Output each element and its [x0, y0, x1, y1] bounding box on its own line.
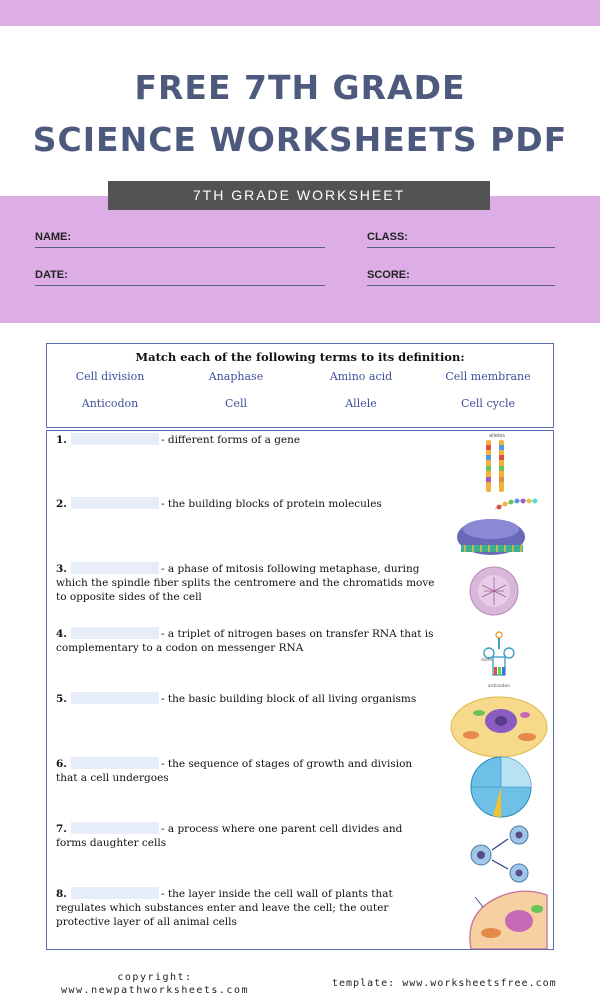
date-field[interactable] — [35, 285, 325, 286]
page-title-line-2: SCIENCE WORKSHEETS PDF — [32, 120, 568, 159]
questions-section — [46, 430, 554, 950]
alleles-caption: alleles — [489, 433, 505, 439]
question-number: 6. — [56, 758, 67, 770]
cell-cycle-diagram-illustration — [463, 753, 541, 825]
top-decor-strip — [0, 0, 600, 26]
answer-blank[interactable] — [71, 887, 159, 899]
question-number: 7. — [56, 823, 67, 835]
answer-blank[interactable] — [71, 692, 159, 704]
copyright-notice — [55, 971, 255, 997]
question-number: 3. — [56, 563, 67, 575]
question-text: - the sequence of stages of growth and division that a cell undergoes — [56, 758, 413, 784]
page-title-line-1: FREE 7TH GRADE — [134, 68, 466, 107]
question-text: - a triplet of nitrogen bases on transfer RNA that is complementary to a codon on messenger RNA — [56, 628, 434, 654]
question-text: - different forms of a gene — [160, 434, 301, 446]
question-item — [56, 692, 436, 706]
question-number: 8. — [56, 888, 67, 900]
term-item: Cell — [225, 397, 247, 410]
student-info-band — [0, 196, 600, 323]
score-label: SCORE: — [367, 269, 410, 281]
term-item: Cell cycle — [460, 397, 516, 410]
term-item: Cell division — [75, 370, 145, 383]
answer-blank[interactable] — [71, 627, 159, 639]
template-credit[interactable]: template: www.worksheetsfree.com — [332, 978, 557, 989]
class-label: CLASS: — [367, 231, 408, 243]
question-text: - the basic building block of all living organisms — [160, 693, 417, 705]
question-number: 1. — [56, 434, 67, 446]
alleles-chromosome-illustration — [472, 431, 522, 495]
copyright-label: copyright: — [117, 972, 193, 983]
term-item: Anticodon — [81, 397, 139, 410]
animal-cell-illustration — [449, 693, 549, 759]
question-number: 2. — [56, 498, 67, 510]
answer-blank[interactable] — [71, 822, 159, 834]
question-text: - a process where one parent cell divides and forms daughter cells — [56, 823, 403, 849]
question-item — [56, 887, 436, 929]
question-item — [56, 757, 436, 785]
trna-stem-caption: stem — [481, 658, 493, 663]
cell-division-illustration — [467, 823, 535, 885]
answer-blank[interactable] — [71, 562, 159, 574]
anaphase-cell-illustration — [468, 565, 520, 617]
question-item — [56, 433, 436, 447]
term-bank — [46, 343, 554, 428]
question-text: - a phase of mitosis following metaphase, during which the spindle fiber splits the centromere and the chromatids move to opposite sides of the cell — [56, 563, 435, 603]
cell-membrane-illustration — [461, 887, 549, 949]
score-field[interactable] — [367, 285, 555, 286]
question-item — [56, 627, 436, 655]
class-field[interactable] — [367, 247, 555, 248]
worksheet-subtitle-bar: 7TH GRADE WORKSHEET — [108, 181, 490, 210]
answer-blank[interactable] — [71, 497, 159, 509]
answer-blank[interactable] — [71, 433, 159, 445]
term-item: Amino acid — [329, 370, 393, 383]
match-heading: Match each of the following terms to its definition: — [135, 350, 465, 364]
amino-acid-chain-illustration — [455, 495, 543, 557]
copyright-url[interactable]: www.newpathworksheets.com — [60, 985, 249, 996]
term-item: Cell membrane — [445, 370, 531, 383]
term-item: Anaphase — [208, 370, 264, 383]
question-item — [56, 497, 436, 511]
name-label: NAME: — [35, 231, 72, 243]
trna-anticodon-caption: anticodon — [487, 684, 511, 689]
answer-blank[interactable] — [71, 757, 159, 769]
question-item — [56, 822, 436, 850]
question-item — [56, 562, 436, 604]
term-item: Allele — [345, 397, 377, 410]
question-number: 4. — [56, 628, 67, 640]
question-number: 5. — [56, 693, 67, 705]
date-label: DATE: — [35, 269, 68, 281]
question-text: - the building blocks of protein molecules — [160, 498, 382, 510]
name-field[interactable] — [35, 247, 325, 248]
question-text: - the layer inside the cell wall of plants that regulates which substances enter and leave the cell; the outer protective layer of all animal cells — [56, 888, 393, 928]
trna-anticodon-illustration — [477, 629, 521, 695]
